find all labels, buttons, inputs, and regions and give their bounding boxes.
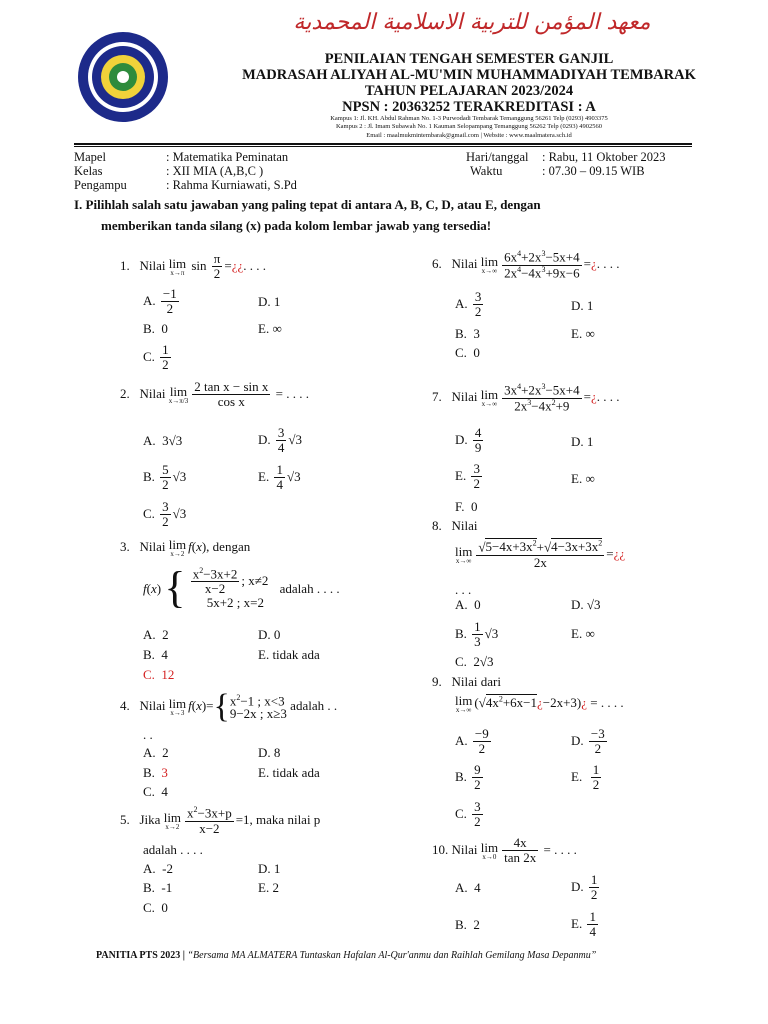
hari-label: Hari/tanggal (466, 150, 529, 164)
hari-value: : Rabu, 11 Oktober 2023 (542, 150, 666, 164)
q8-option-d: D. √3 (571, 597, 601, 612)
header-line-2: MADRASAH ALIYAH AL-MU'MIN MUHAMMADIYAH TEMBARAK (242, 67, 696, 83)
q8-option-c: C. 2√3 (455, 654, 494, 669)
question-10: 10. Nilai lim x→0 $\frac{4x}{\tan 2x}$ = . . . . (432, 835, 577, 866)
question-8-expr: lim x→∞ $\frac{√5-4x+3x^2+√4-3x+3x^2}{2x}$ =¿¿ (455, 539, 626, 570)
question-7: 7. Nilai lim x→∞ $\frac{3x^4+2x^3-5x+4}{2x^3-4x^2+9}$ =¿. . . . (432, 382, 620, 413)
kelas-value: : XII MIA (A,B,C ) (166, 164, 264, 178)
q7-option-a: D. $\frac{4}{9}$ (455, 425, 482, 456)
question-3-function: f(x) { $\frac{x^2-3x+2}{x-2}$ ; x≠2 5x+2 ; x=2 adalah . . . . (143, 563, 340, 612)
q8-option-a: A. 0 (455, 597, 481, 612)
question-8: 8. Nilai (432, 518, 478, 533)
question-8-cont: . . . (455, 582, 472, 597)
q10-option-b: B. 2 (455, 917, 480, 932)
q5-option-c: C. 0 (143, 900, 168, 915)
q7-option-b: E. $\frac{3}{2}$ (455, 461, 480, 492)
q5-option-a: A. -2 (143, 861, 173, 876)
q4-option-d: D. 8 (258, 745, 281, 760)
q6-option-b: B. 3 (455, 326, 480, 341)
header-rule (74, 143, 692, 145)
question-4-cont: . . (143, 727, 153, 742)
school-logo (76, 30, 170, 124)
header-line-4: NPSN : 20363252 TERAKREDITASI : A (342, 99, 596, 115)
q6-option-d: D. 1 (571, 298, 594, 313)
q5-option-b: B. -1 (143, 880, 173, 895)
q7-option-e: E. ∞ (571, 471, 595, 486)
question-9: 9. Nilai dari (432, 674, 501, 689)
kelas-label: Kelas (74, 164, 103, 178)
q7-option-d: D. 1 (571, 434, 594, 449)
q3-option-b: B. 4 (143, 647, 168, 662)
header-line-3: TAHUN PELAJARAN 2023/2024 (364, 83, 574, 99)
q1-option-c: C. $\frac{1}{2}$ (143, 342, 169, 373)
header-rule-thin (74, 146, 692, 147)
header-line-1: PENILAIAN TENGAH SEMESTER GANJIL (324, 51, 614, 67)
question-5: 5. Jika lim x→2 $\frac{x^2-3x+p}{x-2}$ =1, maka nilai p (120, 805, 321, 836)
q2-option-a: A. 3√3 (143, 433, 183, 448)
q5-option-d: D. 1 (258, 861, 281, 876)
q9-option-b: B. $\frac{9}{2}$ (455, 762, 481, 793)
footer-committee: PANITIA PTS 2023 | (96, 950, 188, 961)
q2-option-c: C. $\frac{3}{2}$ √3 (143, 499, 187, 530)
q9-option-a: A. $\frac{-9}{2}$ (455, 726, 489, 757)
q6-option-e: E. ∞ (571, 326, 595, 341)
q1-option-b: B. 0 (143, 321, 168, 336)
mapel-value: : Matematika Peminatan (166, 150, 289, 164)
footer (96, 950, 696, 961)
q3-option-d: D. 0 (258, 627, 281, 642)
pengampu-value: : Rahma Kurniawati, S.Pd (166, 178, 297, 192)
q3-option-c: C. 12 (143, 667, 175, 682)
q4-option-e: E. tidak ada (258, 765, 320, 780)
waktu-label: Waktu (470, 164, 503, 178)
q6-option-c: C. 0 (455, 345, 480, 360)
q10-option-a: A. 4 (455, 880, 481, 895)
q8-option-b: B. $\frac{1}{3}$ √3 (455, 619, 499, 650)
q2-option-e: E. $\frac{1}{4}$ √3 (258, 462, 301, 493)
q1-option-e: E. ∞ (258, 321, 282, 336)
waktu-value: : 07.30 – 09.15 WIB (542, 164, 645, 178)
q4-option-b: B. 3 (143, 765, 168, 780)
footer-motto: “Bersama MA ALMATERA Tuntaskan Hafalan Al-Qur'anmu dan Raihlah Gemilang Masa Depanmu” (187, 950, 597, 961)
arabic-title: معهد المؤمن للتربية الاسلامية المحمدية (293, 10, 651, 35)
q10-option-d: D. $\frac{1}{2}$ (571, 872, 598, 903)
question-4: 4. Nilai lim x→3 f(x)={ $x^2-1$ ; x<3 9−2x ; x≥3 adalah . . (120, 688, 338, 725)
instruction-line-1: I. Pilihlah salah satu jawaban yang paling tepat di antara A, B, C, D, atau E, dengan (74, 197, 541, 212)
q1-option-d: D. 1 (258, 294, 281, 309)
q1-option-a: A. $\frac{-1}{2}$ (143, 286, 177, 317)
q3-option-a: A. 2 (143, 627, 169, 642)
question-6: 6. Nilai lim x→∞ $\frac{6x^4+2x^3-5x+4}{2x^4-4x^3+9x-6}$ =¿. . . . (432, 249, 620, 280)
q7-option-c: F. 0 (455, 499, 478, 514)
mapel-label: Mapel (74, 150, 106, 164)
q3-option-e: E. tidak ada (258, 647, 320, 662)
pengampu-label: Pengampu (74, 178, 127, 192)
q10-option-e: E. $\frac{1}{4}$ (571, 909, 596, 940)
question-2: 2. Nilai lim x→π/3 $\frac{\text{2 tan x − sin x}}{\text{cos x}}$ = . . . . (120, 379, 309, 410)
question-5-cont: adalah . . . . (143, 842, 203, 857)
address-3: Email : maalmukmintembarak@gmail.com | Website : www.maalmatera.sch.id (366, 132, 572, 139)
q8-option-e: E. ∞ (571, 626, 595, 641)
q5-option-e: E. 2 (258, 880, 279, 895)
q4-option-c: C. 4 (143, 784, 168, 799)
question-3: 3. Nilai lim x→2 f(x), dengan (120, 537, 251, 558)
q6-option-a: A. $\frac{3}{2}$ (455, 289, 482, 320)
address-1: Kampus 1: Jl. KH. Abdul Rahman No. 1-3 Purwodadi Tembarak Temanggung 56261 Telp (0293) 4903375 (330, 115, 608, 122)
q2-option-b: B. $\frac{5}{2}$ √3 (143, 462, 187, 493)
question-1: 1. Nilai lim x→π sin $\frac{\pi}{2}$ =¿¿. . . . (120, 251, 266, 282)
q2-option-d: D. $\frac{3}{4}$ √3 (258, 425, 303, 456)
question-9-expr: lim x→∞ $(√4x^2+6x-1¿-2x+3)¿$ = . . . . (455, 693, 624, 714)
q9-option-d: D. $\frac{-3}{2}$ (571, 726, 605, 757)
address-2: Kampus 2 : Jl. Imam Subawah No. 1 Kauman Selopampang Temanggung 56262 Telp (0293) 4902560 (335, 123, 603, 130)
q9-option-e: E. $\frac{1}{2}$ (571, 762, 600, 793)
q4-option-a: A. 2 (143, 745, 169, 760)
instruction-line-2: memberikan tanda silang (x) pada kolom lembar jawab yang tersedia! (101, 218, 492, 233)
q9-option-c: C. $\frac{3}{2}$ (455, 799, 481, 830)
